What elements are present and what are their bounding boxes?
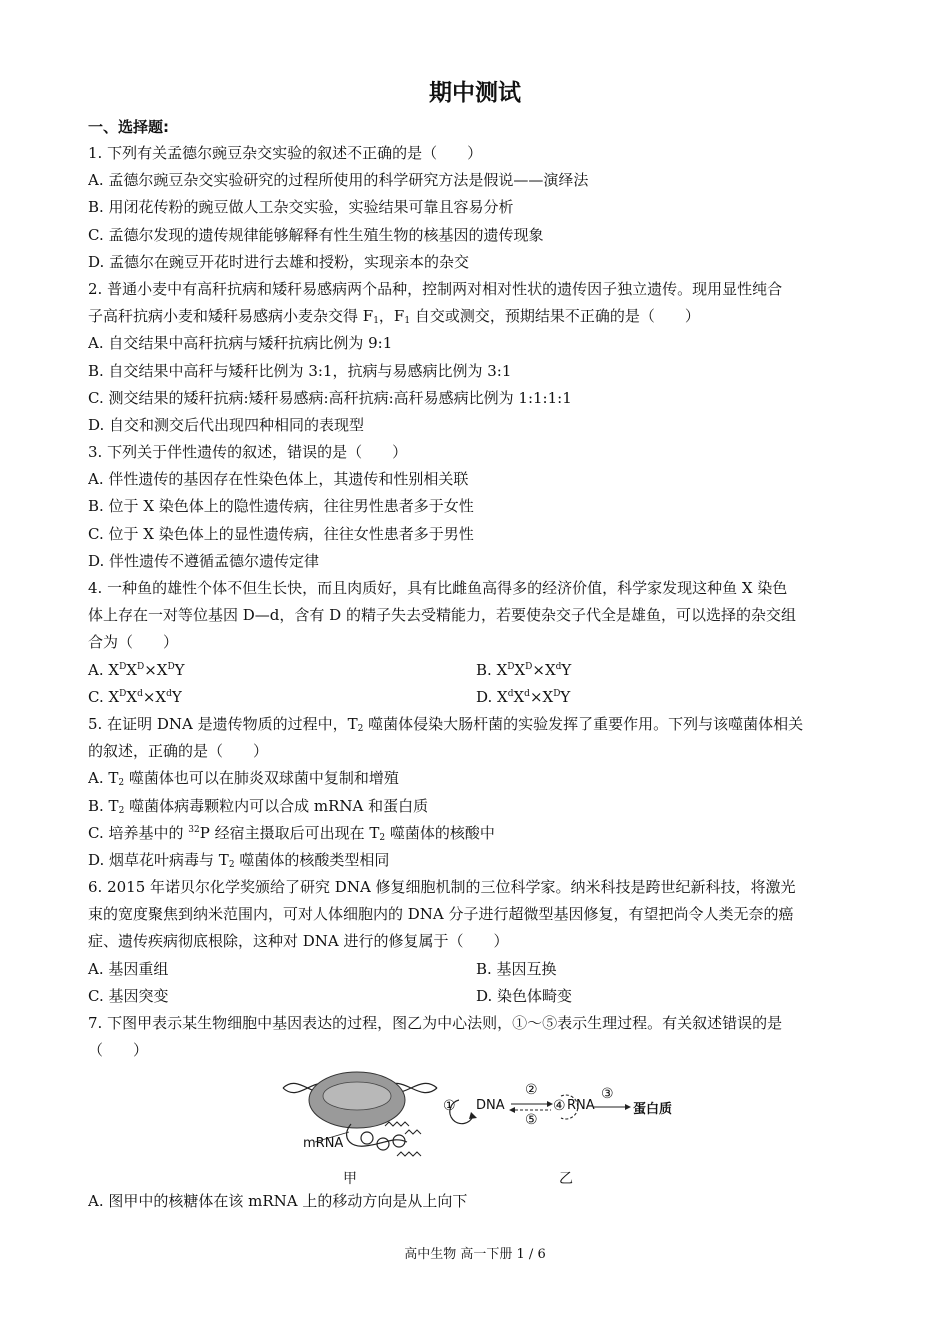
label-protein: 蛋白质 [633,1102,673,1117]
page-footer: 高中生物 高一下册 1 / 6 [404,1247,546,1262]
q4-option-c: C. $X^DX^d\times X^dY$ [88,687,182,706]
q6-options-row1 [88,956,864,983]
q7-options [88,1188,864,1215]
q4-stem-line2: 体上存在一对等位基因 D—d，含有 D 的精子失去受精能力，若要使杂交子代全是雄鱼，可以选择的杂交组 [88,606,796,625]
q6-option-a: A. 基因重组 [88,959,169,978]
reverse-transcription-arrowhead [509,1107,515,1113]
label-yi: 乙 [559,1171,573,1187]
label-dna: DNA [476,1098,505,1113]
peptide-chain-3 [397,1152,421,1156]
q7-option-a: A. 图甲中的核糖体在该 mRNA 上的移动方向是从上向下 [88,1192,468,1210]
label-n5: ⑤ [525,1112,538,1128]
q6-option-c: C. 基因突变 [88,986,169,1005]
q5-stem-line2: 的叙述，正确的是（ ） [88,742,269,761]
label-rna: RNA [567,1098,595,1113]
q3-option-a: A. 伴性遗传的基因存在性染色体上，其遗传和性别相关联 [88,470,469,489]
label-mrna: mRNA [303,1136,344,1151]
q2-stem-line1: 2. 普通小麦中有高秆抗病和矮秆易感病两个品种，控制两对相对性状的遗传因子独立遗传。现用显性纯合 [88,279,783,298]
q1-stem: 1. 下列有关孟德尔豌豆杂交实验的叙述不正确的是（ ） [88,144,483,162]
q3-option-d: D. 伴性遗传不遵循孟德尔遗传定律 [88,551,320,570]
q2-stem-line2: 子高秆抗病小麦和矮秆易感病小麦杂交得 $F_1$，$F_1$ 自交或测交，预期结果不正确的是（ ） [88,307,700,327]
q2-option-c: C. 测交结果的矮秆抗病:矮秆易感病:高秆抗病:高秆易感病比例为 1:1:1:1 [88,388,572,407]
q5-stem-line1: 5. 在证明 DNA 是遗传物质的过程中，$T_2$ 噬菌体侵染大肠杆菌的实验发挥了重要作用。下列与该噬菌体相关 [88,714,804,734]
ribosome-1 [361,1132,373,1144]
q4-stem-line1: 4. 一种鱼的雄性个体不但生长快，而且肉质好，具有比雌鱼高得多的经济价值，科学家发现这种鱼 X 染色 [88,579,788,597]
peptide-chain-2 [405,1130,421,1134]
section-heading: 一、选择题: [88,118,169,136]
label-n2: ② [525,1082,538,1098]
label-n4: ④ [553,1098,566,1114]
q3-stem: 3. 下列关于伴性遗传的叙述，错误的是（ ） [88,443,408,462]
q4-option-a: A. $X^DX^D\times X^DY$ [88,660,185,679]
peptide-chain-1 [385,1122,409,1126]
q1-option-a: A. 孟德尔豌豆杂交实验研究的过程所使用的科学研究方法是假说——演绎法 [88,171,589,190]
q4-options-row1 [88,657,864,684]
q3-option-b: B. 位于 X 染色体上的隐性遗传病，往往男性患者多于女性 [88,497,474,516]
q6-options-row2 [88,983,864,1010]
q7-stem-line2: （ ） [88,1041,149,1060]
figure-gene-expression [275,1066,695,1196]
q4-option-d: D. $X^dX^d\times X^DY$ [476,687,571,706]
q6-option-d: D. 染色体畸变 [476,986,573,1005]
label-n1: ① [443,1098,456,1114]
q1-option-d: D. 孟德尔在豌豆开花时进行去雄和授粉，实现亲本的杂交 [88,252,470,271]
q5-option-b: B. $T_2$ 噬菌体病毒颗粒内可以合成 mRNA 和蛋白质 [88,796,429,816]
q6-stem-line3: 症、遗传疾病彻底根除，这种对 DNA 进行的修复属于（ ） [88,932,509,951]
q2-option-d: D. 自交和测交后代出现四种相同的表现型 [88,415,365,434]
q5-option-c: C. 培养基中的 $^{32}$P 经宿主摄取后可出现在 $T_2$ 噬菌体的核酸中 [88,823,495,843]
q2-option-b: B. 自交结果中高秆与矮秆比例为 3:1，抗病与易感病比例为 3:1 [88,361,512,380]
figure-drawing [275,1066,695,1196]
polymerase-inner [323,1082,391,1110]
q2-option-a: A. 自交结果中高秆抗病与矮秆抗病比例为 9:1 [88,334,393,353]
q5-option-a: A. $T_2$ 噬菌体也可以在肺炎双球菌中复制和增殖 [88,769,399,789]
q6-stem-line2: 束的宽度聚焦到纳米范围内，可对人体细胞内的 DNA 分子进行超微型基因修复，有望把尚令人类无奈的癌 [88,905,794,924]
label-jia: 甲 [343,1171,357,1187]
label-n3: ③ [601,1086,614,1102]
q3-option-c: C. 位于 X 染色体上的显性遗传病，往往女性患者多于男性 [88,524,474,543]
q4-option-b: B. $X^DX^D\times X^dY$ [476,660,572,679]
translation-arrowhead [625,1104,631,1110]
q4-stem-line3: 合为（ ） [88,633,179,652]
q5-option-d: D. 烟草花叶病毒与 $T_2$ 噬菌体的核酸类型相同 [88,850,390,870]
replication-arrowhead [469,1112,477,1119]
q1-option-c: C. 孟德尔发现的遗传规律能够解释有性生殖生物的核基因的遗传现象 [88,225,544,244]
q6-option-b: B. 基因互换 [476,959,557,978]
page-title: 期中测试 [429,80,521,106]
q7-stem-line1: 7. 下图甲表示某生物细胞中基因表达的过程，图乙为中心法则，①～⑤表示生理过程。有关叙述错误的是 [88,1014,783,1032]
question-list [88,140,864,1064]
q4-options-row2 [88,684,864,711]
q6-stem-line1: 6. 2015 年诺贝尔化学奖颁给了研究 DNA 修复细胞机制的三位科学家。纳米科技是跨世纪新科技，将激光 [88,878,796,897]
q1-option-b: B. 用闭花传粉的豌豆做人工杂交实验，实验结果可靠且容易分析 [88,198,514,217]
